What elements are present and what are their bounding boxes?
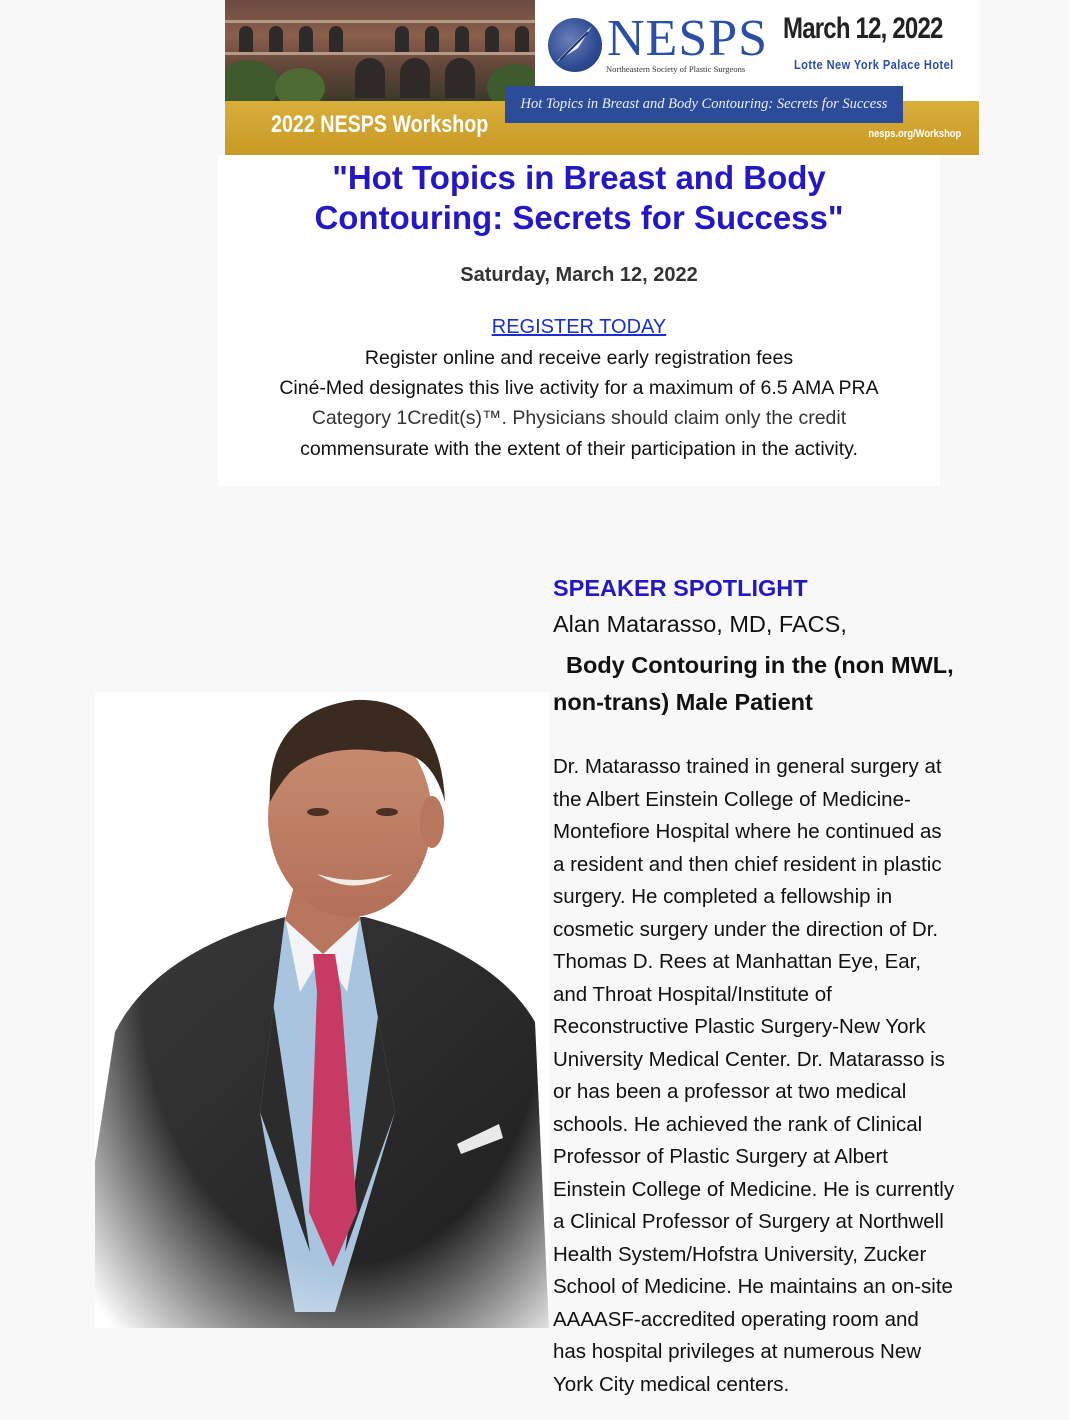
bio-line: schools. He achieved the rank of Clinical [553, 1112, 923, 1136]
nesps-globe-icon [548, 18, 602, 72]
bio-line: surgery. He completed a fellowship in [553, 885, 893, 908]
bio-line: the Albert Einstein College of Medicine- [553, 787, 911, 811]
bio-line: School of Medicine. He maintains an on-site [553, 1275, 953, 1298]
cme-line-3: commensurate with the extent of their participation in the activity. [300, 438, 858, 460]
speaker-bio [553, 751, 993, 1401]
banner-url: nesps.org/Workshop [868, 128, 961, 140]
speaker-name: Alan Matarasso, MD, FACS, [553, 611, 847, 637]
bio-line: has hospital privileges at numerous New [553, 1340, 922, 1363]
bio-line: Health System/Hofstra University, Zucker [553, 1242, 927, 1266]
register-today-link[interactable]: REGISTER TODAY [491, 316, 667, 338]
cme-line-2: Category 1Credit(s)™. Physicians should claim only the credit [311, 407, 847, 429]
bio-line: or has been a professor at two medical [553, 1080, 907, 1103]
logo-wordmark: NESPS [607, 10, 769, 67]
banner-tagline: Hot Topics in Breast and Body Contouring: Secrets for Success [505, 86, 903, 123]
bio-line: University Medical Center. Dr. Matarasso is [553, 1047, 945, 1071]
page-title [218, 158, 940, 238]
bio-line: Einstein College of Medicine. He is currently [553, 1177, 955, 1201]
bio-line: cosmetic surgery under the direction of Dr. [553, 917, 939, 941]
bio-line: York City medical centers. [553, 1372, 790, 1396]
bio-line: Professor of Plastic Surgery at Albert [553, 1145, 888, 1168]
registration-note: Register online and receive early registration fees [364, 347, 794, 369]
logo-subtitle: Northeastern Society of Plastic Surgeons [606, 64, 746, 74]
talk-title-line-1: Body Contouring in the (non MWL, [566, 652, 954, 678]
banner-date: March 12, 2022 [783, 12, 943, 45]
bio-line: Dr. Matarasso trained in general surgery at [553, 755, 942, 778]
bio-line: a resident and then chief resident in plastic [553, 852, 942, 876]
intro-card [218, 155, 940, 486]
bio-line: Reconstructive Plastic Surgery-New York [553, 1015, 926, 1038]
banner-venue: Lotte New York Palace Hotel [794, 57, 954, 72]
hotel-building-photo [225, 0, 535, 101]
bio-line: and Throat Hospital/Institute of [553, 982, 832, 1006]
event-date: Saturday, March 12, 2022 [460, 264, 698, 286]
title-line-2: Contouring: Secrets for Success" [314, 199, 844, 236]
talk-title-line-2: non-trans) Male Patient [553, 689, 813, 715]
talk-title [553, 647, 993, 721]
speaker-spotlight-heading: SPEAKER SPOTLIGHT [553, 575, 808, 601]
bio-line: Montefiore Hospital where he continued as [553, 820, 942, 843]
bio-line: Thomas D. Rees at Manhattan Eye, Ear, [553, 950, 922, 973]
title-line-1: "Hot Topics in Breast and Body [332, 159, 826, 196]
bio-line: a Clinical Professor of Surgery at Northwell [553, 1210, 944, 1233]
cme-line-1: Ciné-Med designates this live activity for a maximum of 6.5 AMA PRA [279, 377, 879, 399]
banner-workshop-label: 2022 NESPS Workshop [271, 111, 489, 138]
event-banner [225, 0, 979, 155]
speaker-photo [95, 692, 549, 1328]
bio-line: AAAASF-accredited operating room and [553, 1307, 919, 1331]
